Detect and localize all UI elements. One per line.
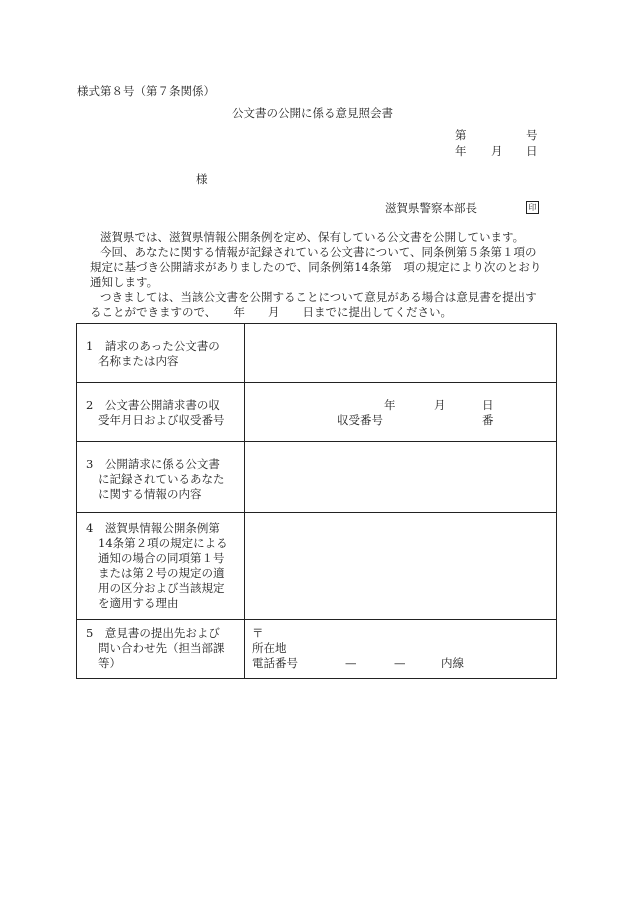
phone-label: 電話番号 (252, 656, 298, 670)
postal-mark: 〒 (252, 626, 264, 640)
label-line: 5 意見書の提出先および (86, 626, 220, 640)
label-line: または第２号の規定の適 (98, 565, 225, 580)
extension-label: 内線 (441, 656, 464, 670)
label-line: 3 公開請求に係る公文書 (86, 457, 220, 471)
table-row (77, 513, 557, 620)
form-number: 様式第８号（第７条関係） (77, 84, 215, 98)
label-line: 受年月日および収受番号 (98, 412, 225, 427)
label-line: 1 請求のあった公文書の (86, 339, 220, 353)
row-label (77, 442, 245, 513)
label-line: 問い合わせ先（担当部課 (98, 640, 225, 655)
label-line: 2 公文書公開請求書の収 (86, 398, 220, 412)
seal-mark: 印 (526, 201, 539, 214)
label-line: 14条第２項の規定による (98, 535, 228, 550)
number-suffix: 号 (526, 128, 538, 142)
phone-dash-1: — (345, 656, 357, 670)
number-prefix: 第 (455, 128, 467, 142)
contact-field[interactable] (245, 620, 557, 679)
inquiry-table (76, 323, 557, 679)
receipt-number-label: 収受番号 (337, 413, 383, 427)
address-label: 所在地 (252, 641, 287, 655)
table-row (77, 383, 557, 442)
label-line: を適用する理由 (98, 595, 179, 610)
label-line: 等） (98, 655, 121, 670)
row-label (77, 513, 245, 620)
body-text (90, 230, 560, 320)
receipt-month-label: 月 (434, 398, 446, 412)
row-label (77, 383, 245, 442)
receipt-number-suffix: 番 (482, 413, 494, 427)
label-line: 名称または内容 (98, 353, 179, 368)
body-paragraph-2-line-3: 通知します。 (90, 274, 159, 289)
table-row (77, 324, 557, 383)
row-label (77, 620, 245, 679)
body-paragraph-3-line-2: ることができますので、 年 月 日までに提出してください。 (90, 304, 453, 319)
table-row (77, 442, 557, 513)
label-line: 用の区分および当該規定 (98, 580, 225, 595)
receipt-year-label: 年 (384, 398, 396, 412)
document-title: 公文書の公開に係る意見照会書 (232, 106, 393, 120)
date-month: 月 (491, 144, 503, 158)
date-day: 日 (526, 144, 538, 158)
label-line: 通知の場合の同項第１号 (98, 550, 225, 565)
body-paragraph-1: 滋賀県では、滋賀県情報公開条例を定め、保有している公文書を公開しています。 (100, 230, 525, 244)
row-label (77, 324, 245, 383)
body-paragraph-2-line-2: 規定に基づき公開請求がありましたので、同条例第14条第 項の規定により次のとおり (90, 259, 542, 274)
requested-document-field[interactable] (245, 324, 557, 383)
date-year: 年 (455, 144, 467, 158)
body-paragraph-3-line-1: つきましては、当該公文書を公開することについて意見がある場合は意見書を提出す (100, 289, 537, 304)
phone-dash-2: — (394, 656, 406, 670)
receipt-day-label: 日 (482, 398, 494, 412)
label-line: に記録されているあなた (98, 471, 225, 486)
label-line: 4 滋賀県情報公開条例第 (86, 521, 220, 535)
table-row (77, 620, 557, 679)
label-line: に関する情報の内容 (98, 486, 202, 501)
reason-field[interactable] (245, 513, 557, 620)
receipt-field[interactable] (245, 383, 557, 442)
addressee-suffix: 様 (196, 172, 208, 186)
information-content-field[interactable] (245, 442, 557, 513)
body-paragraph-2-line-1: 今回、あなたに関する情報が記録されている公文書について、同条例第５条第１項の (100, 244, 537, 259)
sender-name: 滋賀県警察本部長 (385, 201, 477, 215)
